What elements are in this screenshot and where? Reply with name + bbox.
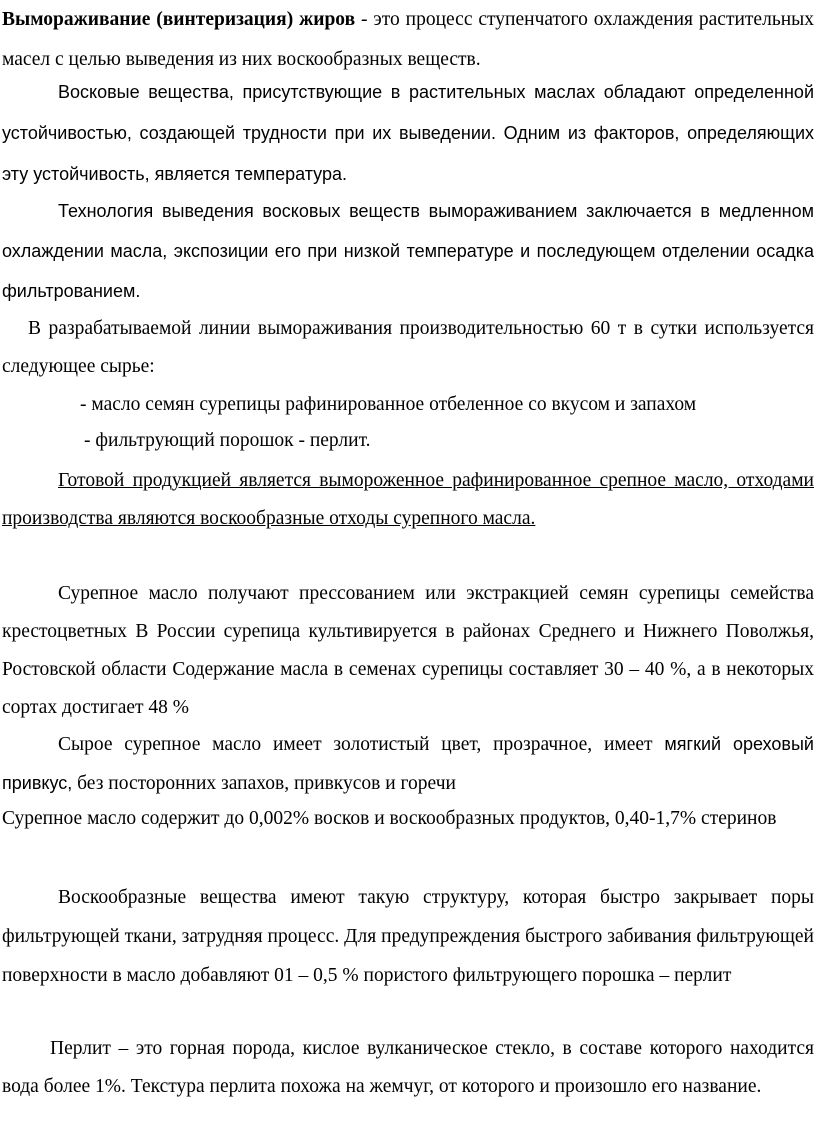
list-item-rapeseed-oil: - масло семян сурепицы рафинированное отбеленное со вкусом и запахом [80,394,697,415]
list-item-perlite: - фильтрующий порошок - перлит. [84,430,371,451]
definition-text: - это процесс ступенчатого охлаждения растительных масел с целью выведения из них воскообразных веществ. [2,9,815,70]
paragraph-filtration: Воскообразные вещества имеют такую структуру, которая быстро закрывает поры фильтрующей ткани, затрудняя процесс. Для предупреждения быстрого забивания фильтрующей поверхности в масло добавляют 01 – 0,5 % пористого фильтрующего порошка – перлит [2,887,814,986]
paragraph-technology: Технология выведения восковых веществ вымораживанием заключается в медленном охлаждении масла, экспозиции его при низкой температуре и последующем отделении осадка фильтрованием. [2,201,814,301]
paragraph-wax-content: Сурепное масло содержит до 0,002% восков и воскообразных продуктов, 0,40-1,7% стеринов [2,808,777,829]
paragraph-rapeseed-oil: Сурепное масло получают прессованием или экстракцией семян сурепицы семейства крестоцветных В России сурепица культивируется в районах Среднего и Нижнего Поволжья, Ростовской области Содержание масла в семенах сурепицы составляет 30 – 40 %, а в некоторых сортах достигает 48 % [2,583,814,718]
paragraph-perlite: Перлит – это горная порода, кислое вулканическое стекло, в составе которого находится вода более 1%. Текстура перлита похожа на жемчуг, от которого и произошло его название. [2,1038,814,1097]
paragraph-raw-materials: В разрабатываемой линии вымораживания производительностью 60 т в сутки используется следующее сырье: [2,318,814,377]
properties-text-c: без посторонних запахов, привкусов и горечи [72,773,456,794]
term-winterization: Вымораживание (винтеризация) жиров [2,9,356,30]
paragraph-definition [2,0,814,80]
properties-text-b: мягкий ореховый привкус, [2,734,814,793]
properties-text-a: Сырое сурепное масло имеет золотистый цвет, прозрачное, имеет [58,734,665,755]
paragraph-wax-stability: Восковые вещества, присутствующие в растительных маслах обладают определенной устойчивостью, создающей трудности при их выведении. Одним из факторов, определяющих эту устойчивость, является температура. [2,82,814,184]
paragraph-raw-oil-properties [2,725,814,803]
paragraph-product-waste: Готовой продукцией является вымороженное рафинированное срепное масло, отходами производства являются воскообразные отходы сурепного масла. [2,470,814,529]
